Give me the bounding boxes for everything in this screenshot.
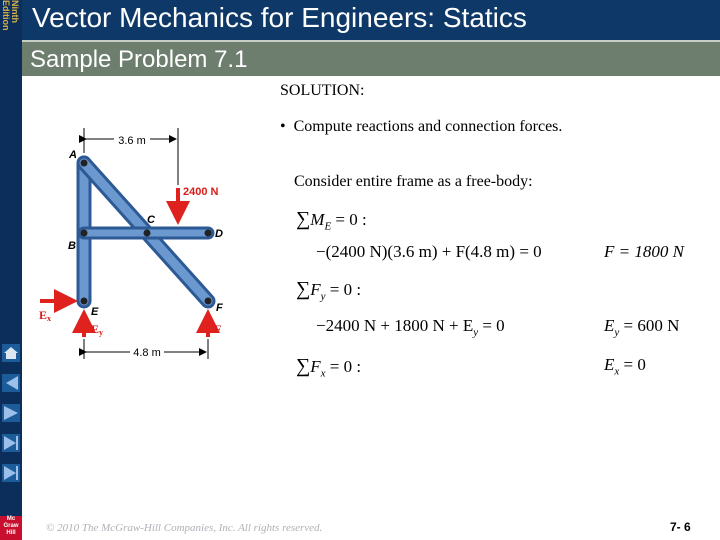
label-a: A	[69, 149, 77, 161]
last-page-button[interactable]	[0, 460, 22, 486]
bullet-item: • Compute reactions and connection forces.	[280, 118, 563, 135]
page-title: Vector Mechanics for Engineers: Statics	[32, 2, 527, 33]
ex-label: Ex	[39, 308, 52, 323]
bullet-text: Compute reactions and connection forces.	[293, 118, 563, 135]
pin-f	[205, 298, 212, 305]
edition-line2: Edition	[1, 0, 11, 31]
home-button[interactable]	[0, 340, 22, 366]
frame-figure	[30, 125, 260, 370]
label-f: F	[216, 302, 223, 314]
pin-d	[205, 230, 212, 237]
pin-b	[81, 230, 88, 237]
header-bar	[22, 0, 720, 40]
dim-bottom-label: 4.8 m	[133, 347, 161, 359]
label-d: D	[215, 228, 223, 240]
equation-sum-fx: $\sum F_x = 0$ :	[296, 355, 362, 380]
last-icon	[2, 464, 20, 482]
edition-line1: Ninth	[10, 0, 20, 23]
home-icon	[2, 344, 20, 362]
solution-heading: SOLUTION:	[280, 82, 365, 99]
edition-label	[0, 0, 22, 42]
equation-moment-body: −(2400 N)(3.6 m) + F(4.8 m) = 0	[316, 242, 542, 261]
pin-a	[81, 160, 88, 167]
equation-sum-me: $\sum M_E = 0$ :	[296, 208, 367, 233]
forward-button[interactable]	[0, 430, 22, 456]
page-number: 7- 6	[670, 520, 691, 534]
load-label: 2400 N	[183, 186, 219, 198]
label-c: C	[147, 214, 155, 226]
label-b: B	[68, 240, 76, 252]
subheader-bar	[22, 40, 720, 76]
consider-text: Consider entire frame as a free-body:	[294, 173, 533, 190]
page-subtitle: Sample Problem 7.1	[30, 46, 248, 73]
label-e: E	[91, 306, 99, 318]
copyright-footer: © 2010 The McGraw-Hill Companies, Inc. All rights reserved.	[46, 522, 323, 534]
left-sidebar	[0, 0, 22, 540]
equation-fy-body: −2400 N + 1800 $N + E_y = 0$	[316, 316, 505, 339]
f-label: F	[214, 322, 222, 336]
result-ey: $E_y = 600$ N	[604, 316, 680, 339]
back-button[interactable]	[0, 400, 22, 426]
ey-label: Ey	[91, 322, 104, 337]
pin-c	[144, 230, 151, 237]
result-f: F = 1800 N	[604, 242, 684, 261]
forward-icon	[2, 434, 20, 452]
first-page-button[interactable]	[0, 370, 22, 396]
dim-top-label: 3.6 m	[118, 135, 146, 147]
back-icon	[2, 404, 20, 422]
first-icon	[2, 374, 20, 392]
result-ex: $E_x = 0$	[604, 355, 646, 378]
pin-e	[81, 298, 88, 305]
publisher-text: Mc Graw Hill	[3, 516, 19, 536]
equation-sum-fy: $\sum F_y = 0$ :	[296, 278, 362, 303]
publisher-logo	[0, 516, 22, 540]
